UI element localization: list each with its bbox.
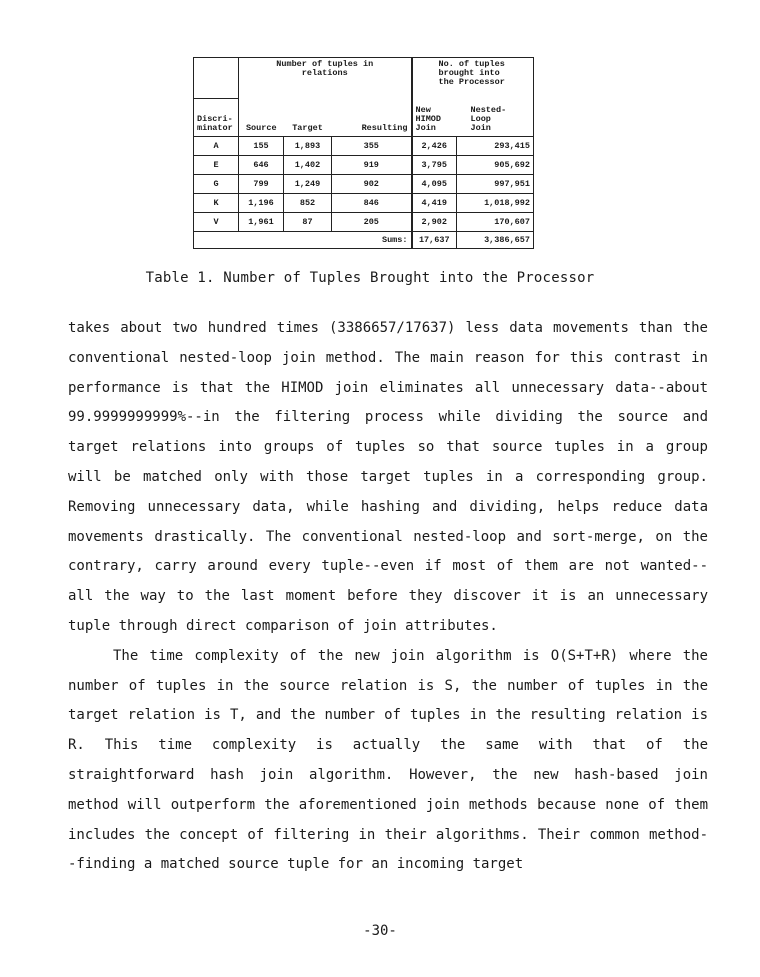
body-text [68, 314, 708, 880]
col-header-discriminator: Discri-minator [194, 99, 239, 137]
cell-resulting: 919 [332, 156, 412, 175]
cell-target: 1,402 [284, 156, 332, 175]
cell-himod: 2,426 [412, 137, 457, 156]
table-row [194, 194, 534, 213]
cell-target: 87 [284, 213, 332, 232]
cell-source: 155 [239, 137, 284, 156]
cell-discriminator: V [194, 213, 239, 232]
table-subheader-row [194, 99, 534, 137]
cell-discriminator: E [194, 156, 239, 175]
cell-nested: 293,415 [457, 137, 534, 156]
cell-resulting: 846 [332, 194, 412, 213]
page-number: -30- [363, 923, 397, 939]
cell-resulting: 902 [332, 175, 412, 194]
cell-target: 1,893 [284, 137, 332, 156]
col-header-resulting: Resulting [332, 99, 412, 137]
col-header-himod: New HIMOD Join [412, 99, 457, 137]
cell-source: 799 [239, 175, 284, 194]
cell-target: 1,249 [284, 175, 332, 194]
cell-nested: 170,607 [457, 213, 534, 232]
paragraph: takes about two hundred times (3386657/17637) less data movements than the conventional nested-loop join method. The main reason for this contrast in performance is that the HIMOD join eliminates all unnecessary data--about 99.9999999999%--in the filtering process while dividing the source and target relations into groups of tuples so that source tuples in a group will be matched only with those target tuples in a corresponding group. Removing unnecessary data, while hashing and dividing, helps reduce data movements drastically. The conventional nested-loop and sort-merge, on the contrary, carry around every tuple--even if most of them are not wanted--all the way to the last moment before they discover it is an unnecessary tuple through direct comparison of join attributes. [68, 320, 708, 634]
tuples-table [193, 57, 534, 249]
cell-himod: 2,902 [412, 213, 457, 232]
cell-resulting: 205 [332, 213, 412, 232]
table-corner-cell [194, 58, 239, 99]
col-header-target: Target [284, 99, 332, 137]
cell-source: 1,196 [239, 194, 284, 213]
col-header-source: Source [239, 99, 284, 137]
cell-source: 1,961 [239, 213, 284, 232]
table-row [194, 175, 534, 194]
cell-himod: 3,795 [412, 156, 457, 175]
sums-label: Sums: [194, 232, 412, 249]
group-header-processor: No. of tuples brought into the Processor [412, 58, 534, 99]
table-group-header-row [194, 58, 534, 99]
group-header-tuples: Number of tuples in relations [239, 58, 412, 99]
table-row [194, 156, 534, 175]
table-row [194, 213, 534, 232]
table-caption: Table 1. Number of Tuples Brought into the Processor [145, 270, 595, 286]
table-sums-row [194, 232, 534, 249]
cell-nested: 905,692 [457, 156, 534, 175]
cell-discriminator: G [194, 175, 239, 194]
col-header-nested: Nested-Loop Join [457, 99, 534, 137]
cell-target: 852 [284, 194, 332, 213]
cell-himod: 4,095 [412, 175, 457, 194]
paragraph: The time complexity of the new join algorithm is O(S+T+R) where the number of tuples in the source relation is S, the number of tuples in the target relation is T, and the number of tuples in the resulting relation is R. This time complexity is actually the same with that of the straightforward hash join algorithm. However, the new hash-based join method will outperform the aforementioned join methods because none of them includes the concept of filtering in their algorithms. Their common method--finding a matched source tuple for an incoming target [68, 647, 708, 873]
sums-nested: 3,386,657 [457, 232, 534, 249]
sums-himod: 17,637 [412, 232, 457, 249]
cell-nested: 997,951 [457, 175, 534, 194]
cell-nested: 1,018,992 [457, 194, 534, 213]
cell-discriminator: K [194, 194, 239, 213]
cell-discriminator: A [194, 137, 239, 156]
cell-himod: 4,419 [412, 194, 457, 213]
cell-resulting: 355 [332, 137, 412, 156]
cell-source: 646 [239, 156, 284, 175]
table-row [194, 137, 534, 156]
